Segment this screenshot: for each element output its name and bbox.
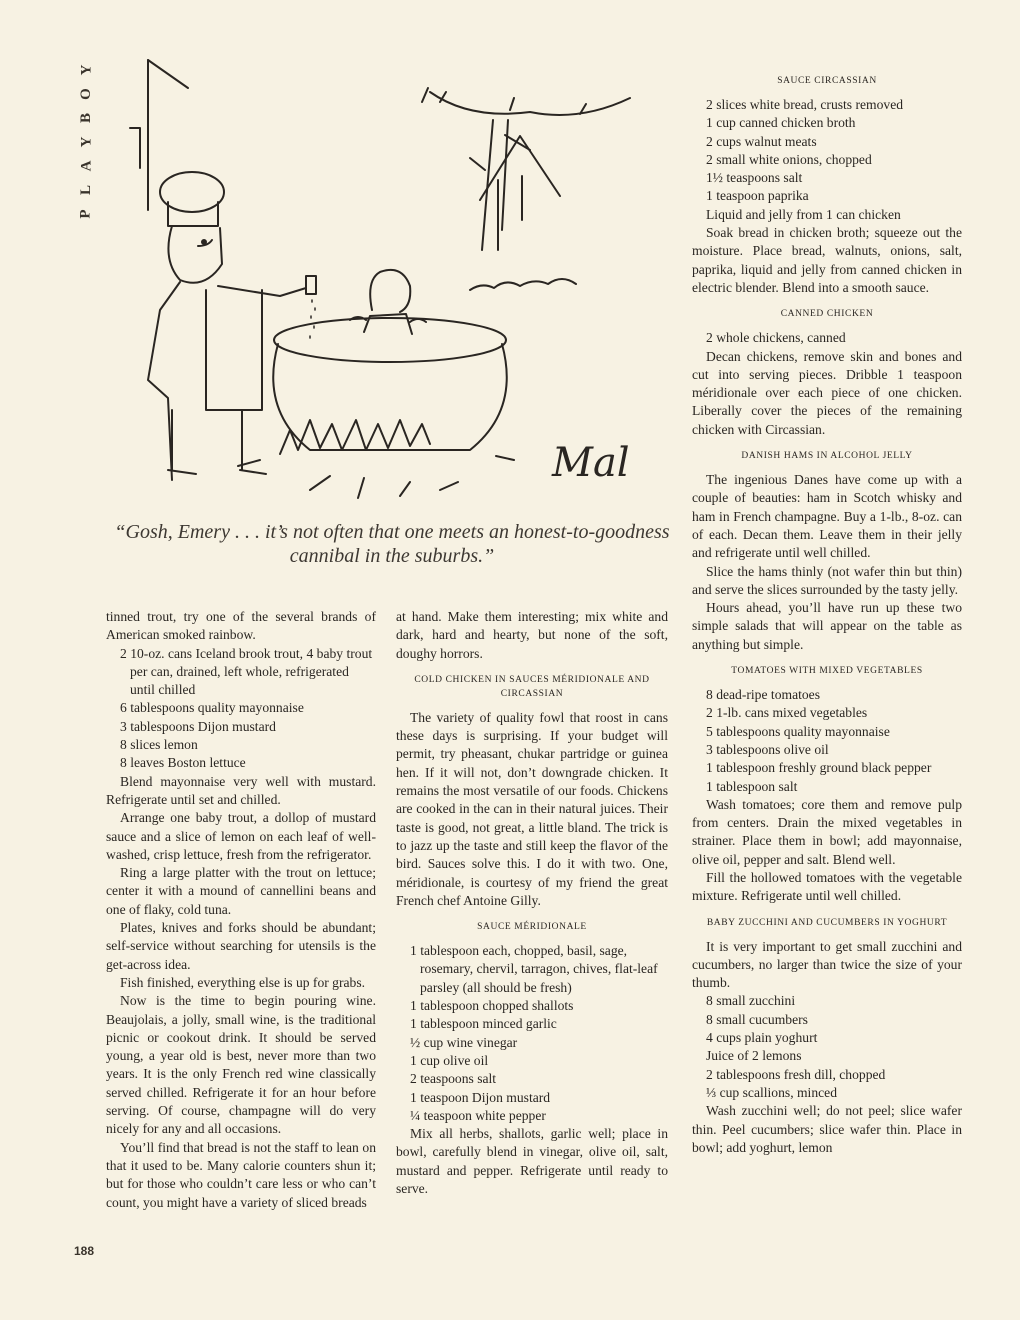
paragraph: Arrange one baby trout, a dollop of mustard sauce and a slice of lemon on each leaf of well-washed, crisp lettuce, fresh from the refrigerator. bbox=[106, 810, 376, 862]
ingredient: Liquid and jelly from 1 can chicken bbox=[706, 206, 901, 222]
ingredient: 1 tablespoon minced garlic bbox=[410, 1016, 557, 1032]
masthead-letter: P bbox=[77, 209, 94, 219]
paragraph: Fill the hollowed tomatoes with the vegetable mixture. Refrigerate until well chilled. bbox=[692, 869, 962, 904]
chef-face bbox=[168, 226, 222, 283]
ingredient: 1 tablespoon freshly ground black pepper bbox=[706, 760, 932, 776]
ingredient: 2 1-lb. cans mixed vegetables bbox=[706, 705, 868, 721]
ingredient: 8 small cucumbers bbox=[706, 1011, 808, 1027]
ingredient: 4 cups plain yoghurt bbox=[706, 1030, 818, 1046]
paragraph: tinned trout, try one of the several brands of American smoked rainbow. bbox=[106, 609, 376, 643]
tree-trunk bbox=[482, 120, 508, 250]
tree-canopy-line bbox=[430, 92, 630, 115]
ingredient-list bbox=[106, 645, 376, 773]
ingredient: ¼ teaspoon white pepper bbox=[410, 1107, 546, 1123]
cauldron-body bbox=[273, 344, 507, 450]
ingredient: ½ cup wine vinegar bbox=[410, 1034, 518, 1050]
recipe-heading: SAUCE CIRCASSIAN bbox=[777, 76, 877, 86]
masthead-letter: Y bbox=[78, 136, 94, 148]
paragraph: Slice the hams thinly (not wafer thin but thin) and serve the slices surrounded by the tasty jelly. bbox=[692, 563, 962, 597]
ingredient: 8 slices lemon bbox=[120, 737, 198, 753]
paragraph: Decan chickens, remove skin and bones and cut into serving pieces. Dribble 1 teaspoon méridionale over each piece of one chicken. Liberally cover the pieces of the remaining chicken with Circassian. bbox=[692, 348, 962, 437]
paragraph: The ingenious Danes have come up with a couple of beauties: ham in Scotch whisky and ham in French champagne. Buy a 1-lb., 8-oz. can of each. Decan them. Leave them in their jelly and refrigerate until well chilled. bbox=[692, 472, 962, 561]
hedge-line bbox=[470, 279, 576, 290]
ingredient-list bbox=[692, 329, 962, 347]
paragraph: Now is the time to begin pouring wine. Beaujolais, a jolly, small wine, is the traditional picnic or cookout drink. It should be served young, a year old is best, never more than two years. It is the only French red wine classically served chilled. Refrigerate it for an hour before serving. Of course, champagne will do very nicely for any and all occasions. bbox=[106, 993, 376, 1137]
ingredient: 8 small zucchini bbox=[706, 993, 796, 1009]
masthead-letter: B bbox=[77, 112, 94, 124]
paragraph: Plates, knives and forks should be abundant; self-service without searching for utensils is the get-across idea. bbox=[106, 920, 376, 972]
article-column-3 bbox=[692, 64, 962, 1157]
recipe-heading: BABY ZUCCHINI AND CUCUMBERS IN YOGHURT bbox=[706, 917, 948, 928]
house-roof bbox=[480, 136, 560, 200]
ingredient: 1 tablespoon each, chopped, basil, sage, rosemary, chervil, tarragon, chives, flat-leaf parsley (all should be fresh) bbox=[410, 943, 658, 995]
ingredient: 2 teaspoons salt bbox=[410, 1071, 497, 1087]
recipe-heading: TOMATOES WITH MIXED VEGETABLES bbox=[731, 666, 923, 677]
recipe-heading: CANNED CHICKEN bbox=[780, 309, 874, 320]
masthead bbox=[72, 58, 100, 226]
ingredient: 2 slices white bread, crusts removed bbox=[706, 97, 904, 112]
man-in-pot-head bbox=[370, 270, 410, 312]
paragraph: Wash zucchini well; do not peel; slice wafer thin. Peel cucumbers; slice wafer thin. Place in bowl; add yoghurt, lemon bbox=[692, 1103, 962, 1155]
cauldron-rim bbox=[274, 318, 506, 362]
ingredient-list bbox=[396, 942, 668, 1125]
masthead-letter: L bbox=[77, 184, 94, 196]
paragraph: You’ll find that bread is not the staff to lean on that it used to be. Many calorie counters shun it; but for those who couldn’t care less or who can’t count, you might have a variety of sliced breads bbox=[106, 1139, 376, 1210]
ingredient: 2 cups walnut meats bbox=[706, 133, 817, 149]
salt-shaker bbox=[306, 276, 316, 294]
ingredient: 3 tablespoons Dijon mustard bbox=[120, 718, 276, 734]
ingredient: ⅓ cup scallions, minced bbox=[706, 1084, 837, 1100]
ingredient: 1 teaspoon Dijon mustard bbox=[410, 1089, 551, 1105]
ingredient: 8 dead-ripe tomatoes bbox=[706, 687, 820, 703]
ingredient: 8 leaves Boston lettuce bbox=[120, 755, 246, 771]
ingredient-list bbox=[692, 96, 962, 224]
ingredient: 2 small white onions, chopped bbox=[706, 151, 872, 167]
ingredient-list bbox=[692, 992, 962, 1102]
paragraph: Wash tomatoes; core them and remove pulp from centers. Drain the mixed vegetables in strainer. Place them in bowl; add mayonnaise, olive oil, pepper and salt. Blend well. bbox=[692, 796, 962, 867]
ingredient: 1 teaspoon paprika bbox=[706, 188, 809, 204]
chef-apron bbox=[206, 290, 262, 410]
ingredient: 5 tablespoons quality mayonnaise bbox=[706, 723, 890, 739]
firewood bbox=[310, 476, 458, 498]
ingredient: 1½ teaspoons salt bbox=[706, 170, 803, 186]
recipe-heading: SAUCE MÉRIDIONALE bbox=[477, 922, 587, 933]
ingredient: Juice of 2 lemons bbox=[706, 1048, 802, 1064]
ingredient-list bbox=[692, 686, 962, 796]
fire-flames bbox=[280, 420, 430, 454]
paragraph: Mix all herbs, shallots, garlic well; place in bowl, carefully blend in vinegar, olive oil, salt, mustard and pepper. Refrigerate until ready to serve. bbox=[396, 1126, 668, 1197]
paragraph: Soak bread in chicken broth; squeeze out the moisture. Place bread, walnuts, onions, salt, paprika, liquid and jelly from canned chicken in electric blender. Blend into a smooth sauce. bbox=[692, 225, 962, 295]
recipe-heading: COLD CHICKEN IN SAUCES MÉRIDIONALE AND CIRCASSIAN bbox=[414, 674, 650, 699]
ingredient: 2 10-oz. cans Iceland brook trout, 4 baby trout per can, drained, left whole, refrigerated until chilled bbox=[120, 645, 373, 698]
ingredient: 2 tablespoons fresh dill, chopped bbox=[706, 1066, 886, 1082]
ingredient: 1 tablespoon salt bbox=[706, 778, 798, 794]
paragraph: It is very important to get small zucchini and cucumbers, no larger than twice the size of your thumb. bbox=[692, 938, 962, 991]
paragraph: at hand. Make them interesting; mix white and dark, hard and hearty, but none of the soft, doughy horrors. bbox=[396, 609, 668, 661]
ingredient: 2 whole chickens, canned bbox=[706, 330, 846, 346]
paragraph: Ring a large platter with the trout on lettuce; center it with a mound of cannellini beans and one of flaky, cold tuna. bbox=[106, 865, 376, 917]
ingredient: 6 tablespoons quality mayonnaise bbox=[120, 700, 304, 716]
chef-hat bbox=[160, 172, 224, 212]
paragraph: Hours ahead, you’ll have run up these two simple salads that will appear on the table as anything but simple. bbox=[692, 600, 962, 652]
masthead-letter: Y bbox=[78, 64, 94, 76]
ingredient: 1 tablespoon chopped shallots bbox=[410, 998, 574, 1014]
cartoonist-signature: Mal bbox=[552, 440, 630, 486]
page-number: 188 bbox=[74, 1244, 95, 1258]
recipe-heading: DANISH HAMS IN ALCOHOL JELLY bbox=[741, 451, 913, 462]
paragraph: Blend mayonnaise very well with mustard. Refrigerate until set and chilled. bbox=[106, 773, 376, 807]
ingredient: 3 tablespoons olive oil bbox=[706, 741, 829, 757]
house-roof-line bbox=[148, 60, 188, 88]
ingredient: 1 cup canned chicken broth bbox=[706, 115, 856, 131]
paragraph: Fish finished, everything else is up for grabs. bbox=[120, 974, 366, 990]
article-column-2 bbox=[396, 608, 668, 1198]
paragraph: The variety of quality fowl that roost in cans these days is surprising. If your budget will permit, try pheasant, chukar partridge or guinea hen. If it will not, don’t downgrade chicken. It remains the most versatile of our foods. Chickens are cooked in the can in their natural juices. Their taste is good, not great, a little bland. The trick is to jazz up the taste and still keep the flavor of the bird. Sauces solve this. I do it with two. One, méridionale, is courtesy of my friend the great French chef Antoine Gilly. bbox=[396, 709, 668, 908]
cartoon-caption: “Gosh, Emery . . . it’s not often that one meets an honest-to-goodness cannibal in the suburbs.” bbox=[114, 521, 670, 567]
masthead-letter: A bbox=[78, 160, 94, 172]
masthead-letter: O bbox=[77, 88, 94, 100]
article-column-1 bbox=[106, 608, 376, 1212]
ingredient: 1 cup olive oil bbox=[410, 1052, 489, 1068]
